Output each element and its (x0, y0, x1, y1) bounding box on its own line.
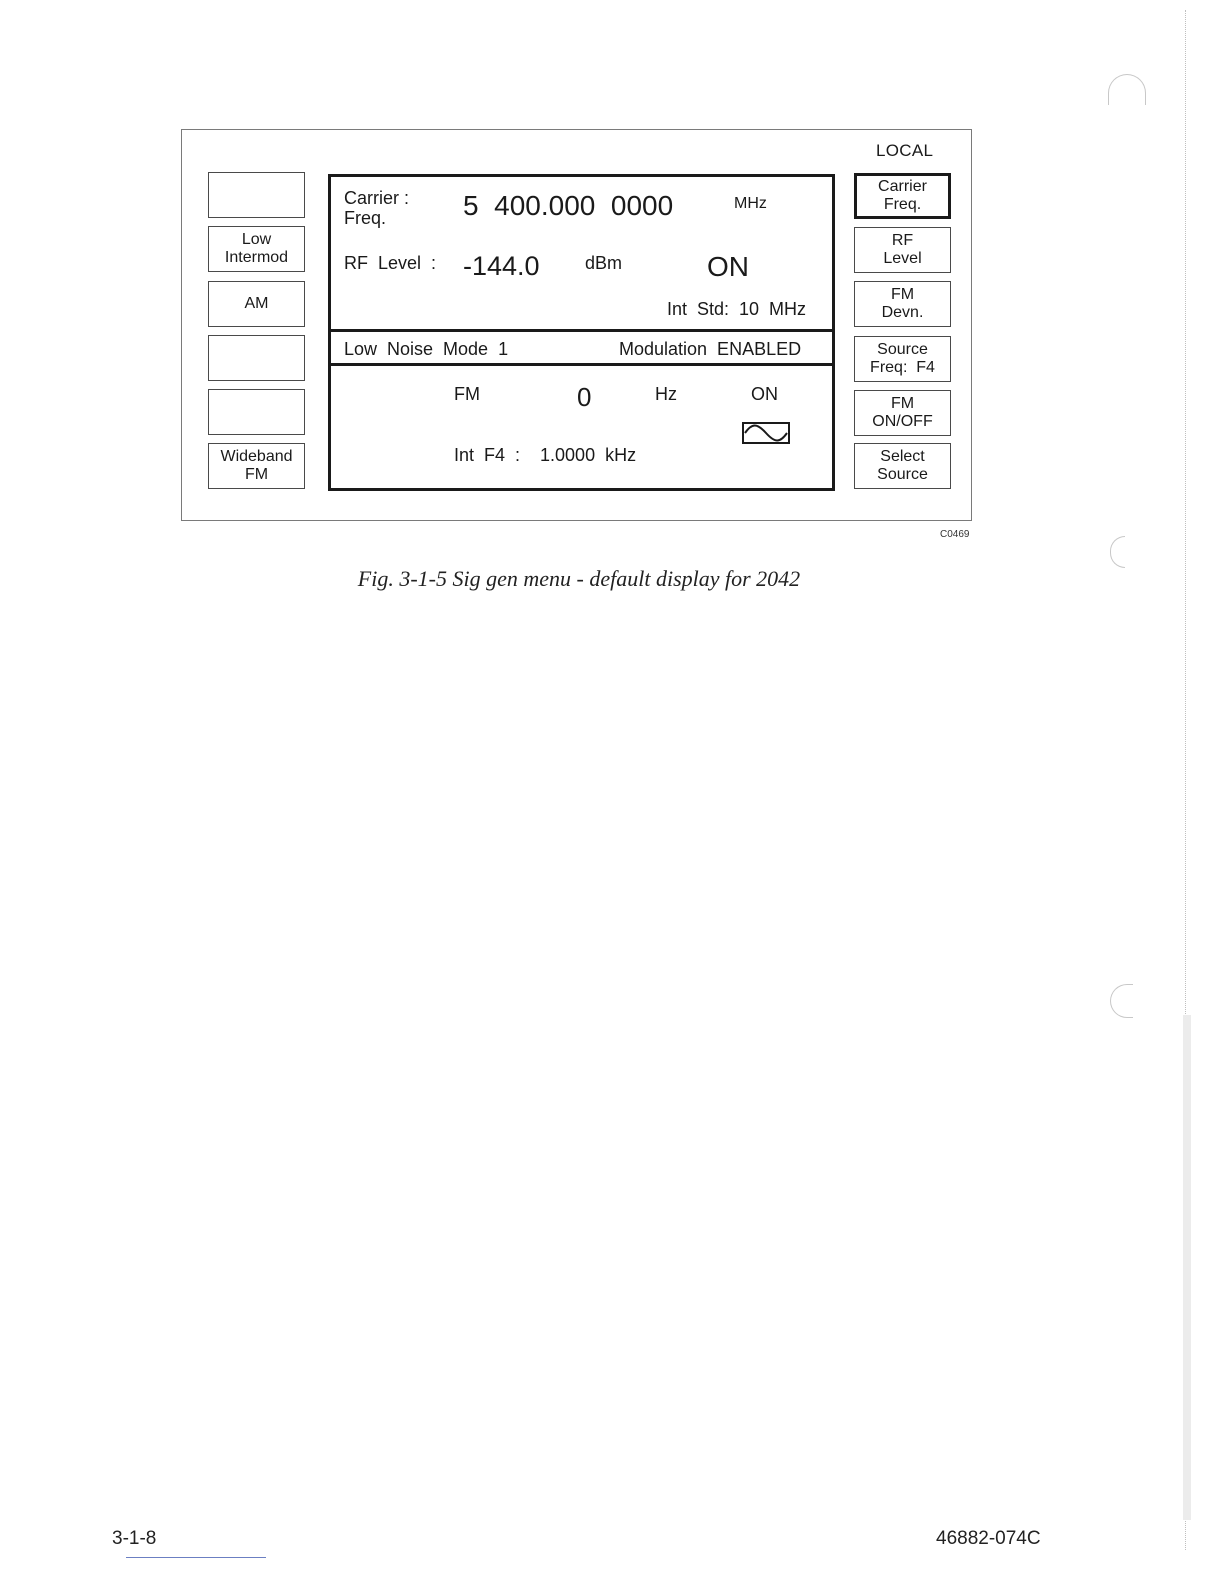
right-softkey-select-source[interactable] (854, 443, 951, 489)
softkey-label-line1: Select (880, 448, 925, 465)
internal-standard: Int Std: 10 MHz (667, 299, 807, 319)
mode-indicator: LOCAL (876, 141, 934, 160)
left-softkey-1[interactable] (208, 172, 305, 218)
softkey-label-line2: Level (883, 250, 922, 267)
rf-level-label: RF Level : (344, 253, 437, 273)
softkey-label-line1: Wideband (220, 448, 293, 465)
rf-level-value: -144.0 (463, 251, 540, 281)
carrier-freq-label-line1: Carrier : (344, 188, 410, 208)
punch-hole-mark (1108, 74, 1146, 105)
margin-shade (1183, 1015, 1191, 1520)
modulation-source: Int F4 : 1.0000 kHz (454, 445, 637, 465)
softkey-label-line1: Carrier (878, 178, 927, 195)
softkey-label-line2: Freq: F4 (870, 359, 935, 376)
right-softkey-fm-devn[interactable] (854, 281, 951, 327)
noise-mode-status: Low Noise Mode 1 (344, 339, 509, 359)
rf-level-unit: dBm (585, 253, 623, 273)
softkey-label-line1: Source (877, 341, 928, 358)
screen-divider (331, 329, 832, 332)
softkey-label-line2: Source (877, 466, 928, 483)
softkey-label-line1: FM (890, 286, 915, 303)
softkey-label-line2: Devn. (881, 304, 924, 321)
right-softkey-carrier-freq[interactable] (854, 173, 951, 219)
softkey-label-line1: FM (890, 395, 915, 412)
page-number: 3-1-8 (112, 1528, 157, 1549)
footer-rule (126, 1557, 266, 1558)
left-softkey-am[interactable] (208, 281, 305, 327)
screen-divider (331, 363, 832, 366)
left-softkey-5[interactable] (208, 389, 305, 435)
modulation-status: Modulation ENABLED (619, 339, 802, 359)
softkey-label-line1: AM (244, 295, 269, 312)
figure-code: C0469 (940, 529, 970, 540)
carrier-freq-label-line2: Freq. (344, 208, 387, 228)
punch-hole-mark (1110, 536, 1125, 568)
display-screen (328, 174, 835, 491)
sine-wave-icon (742, 421, 790, 445)
softkey-label-line2: Intermod (224, 249, 289, 266)
carrier-freq-value: 5 400.000 0000 (463, 190, 674, 221)
right-softkey-rf-level[interactable] (854, 227, 951, 273)
punch-hole-mark (1110, 984, 1133, 1018)
carrier-freq-unit: MHz (734, 195, 767, 212)
right-softkey-source-freq[interactable] (854, 336, 951, 382)
softkey-label-line1: Low (241, 231, 272, 248)
left-softkey-wideband-fm[interactable] (208, 443, 305, 489)
left-softkey-4[interactable] (208, 335, 305, 381)
softkey-label-line2: FM (244, 466, 269, 483)
left-softkey-low-intermod[interactable] (208, 226, 305, 272)
softkey-label-line2: Freq. (883, 196, 922, 213)
modulation-value: 0 (577, 382, 592, 412)
softkey-label-line2: ON/OFF (872, 413, 933, 430)
rf-state: ON (707, 251, 749, 282)
softkey-label-line1: RF (891, 232, 914, 249)
modulation-type: FM (454, 384, 480, 404)
modulation-unit: Hz (655, 384, 677, 404)
modulation-state: ON (751, 384, 778, 404)
right-softkey-fm-on-off[interactable] (854, 390, 951, 436)
document-number: 46882-074C (936, 1528, 1041, 1549)
figure-caption: Fig. 3-1-5 Sig gen menu - default display for 2042 (357, 566, 801, 591)
